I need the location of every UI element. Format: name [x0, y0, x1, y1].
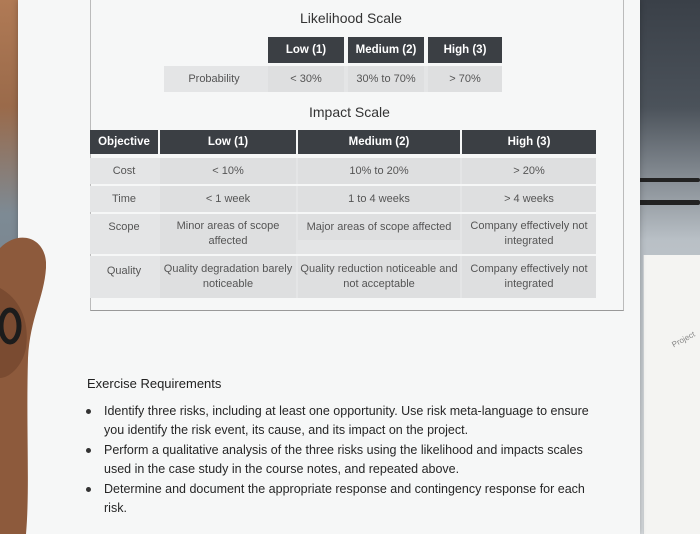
impact-scope-high: Company effectively not integrated	[462, 214, 596, 254]
impact-time-medium: 1 to 4 weeks	[298, 186, 460, 212]
likelihood-value-medium: 30% to 70%	[348, 66, 424, 92]
exercise-title: Exercise Requirements	[87, 376, 222, 391]
likelihood-row-label: Probability	[188, 72, 240, 85]
bullet-icon	[86, 409, 91, 414]
exercise-item-text: Perform a qualitative analysis of the three risks using the likelihood and impacts scales used in the case study in the course notes, and repeated above.	[104, 443, 583, 476]
impact-header-medium: Medium (2)	[298, 130, 460, 154]
likelihood-header-low: Low (1)	[268, 37, 344, 63]
likelihood-title: Likelihood Scale	[300, 10, 402, 26]
impact-objective-time: Time	[111, 192, 137, 205]
exercise-item-text: Determine and document the appropriate response and contingency response for each risk.	[104, 482, 585, 515]
impact-quality-low: Quality degradation barely noticeable	[160, 256, 296, 298]
bullet-icon	[86, 448, 91, 453]
notebook-label: Project	[670, 329, 697, 350]
impact-quality-high: Company effectively not integrated	[462, 256, 596, 298]
likelihood-value-high: > 70%	[428, 66, 502, 92]
impact-cost-low: < 10%	[160, 158, 296, 184]
impact-objective-cost: Cost	[112, 164, 136, 177]
impact-scope-low: Minor areas of scope affected	[160, 214, 296, 254]
impact-quality-medium: Quality reduction noticeable and not acceptable	[298, 256, 460, 298]
impact-scope-medium: Major areas of scope affected	[298, 214, 460, 240]
likelihood-header-medium: Medium (2)	[348, 37, 424, 63]
impact-time-low: < 1 week	[160, 186, 296, 212]
likelihood-header-high: High (3)	[428, 37, 502, 63]
bullet-icon	[86, 487, 91, 492]
exercise-list	[78, 402, 608, 519]
impact-cost-medium: 10% to 20%	[298, 158, 460, 184]
list-item	[78, 480, 608, 517]
impact-cost-high: > 20%	[462, 158, 596, 184]
list-item	[78, 402, 608, 439]
impact-title: Impact Scale	[309, 104, 390, 120]
impact-time-high: > 4 weeks	[462, 186, 596, 212]
impact-header-high: High (3)	[462, 130, 596, 154]
impact-header-objective: Objective	[90, 130, 158, 154]
hand-holding-paper	[0, 228, 46, 534]
list-item	[78, 441, 608, 478]
likelihood-value-low: < 30%	[268, 66, 344, 92]
impact-objective-quality: Quality	[106, 264, 142, 277]
cable	[638, 178, 700, 182]
cable	[638, 200, 700, 205]
exercise-item-text: Identify three risks, including at least one opportunity. Use risk meta-language to ensure you identify the risk event, its cause, and its impact on the project.	[104, 404, 589, 437]
impact-objective-scope: Scope	[108, 220, 140, 233]
impact-header-low: Low (1)	[160, 130, 296, 154]
notebook	[643, 255, 700, 534]
